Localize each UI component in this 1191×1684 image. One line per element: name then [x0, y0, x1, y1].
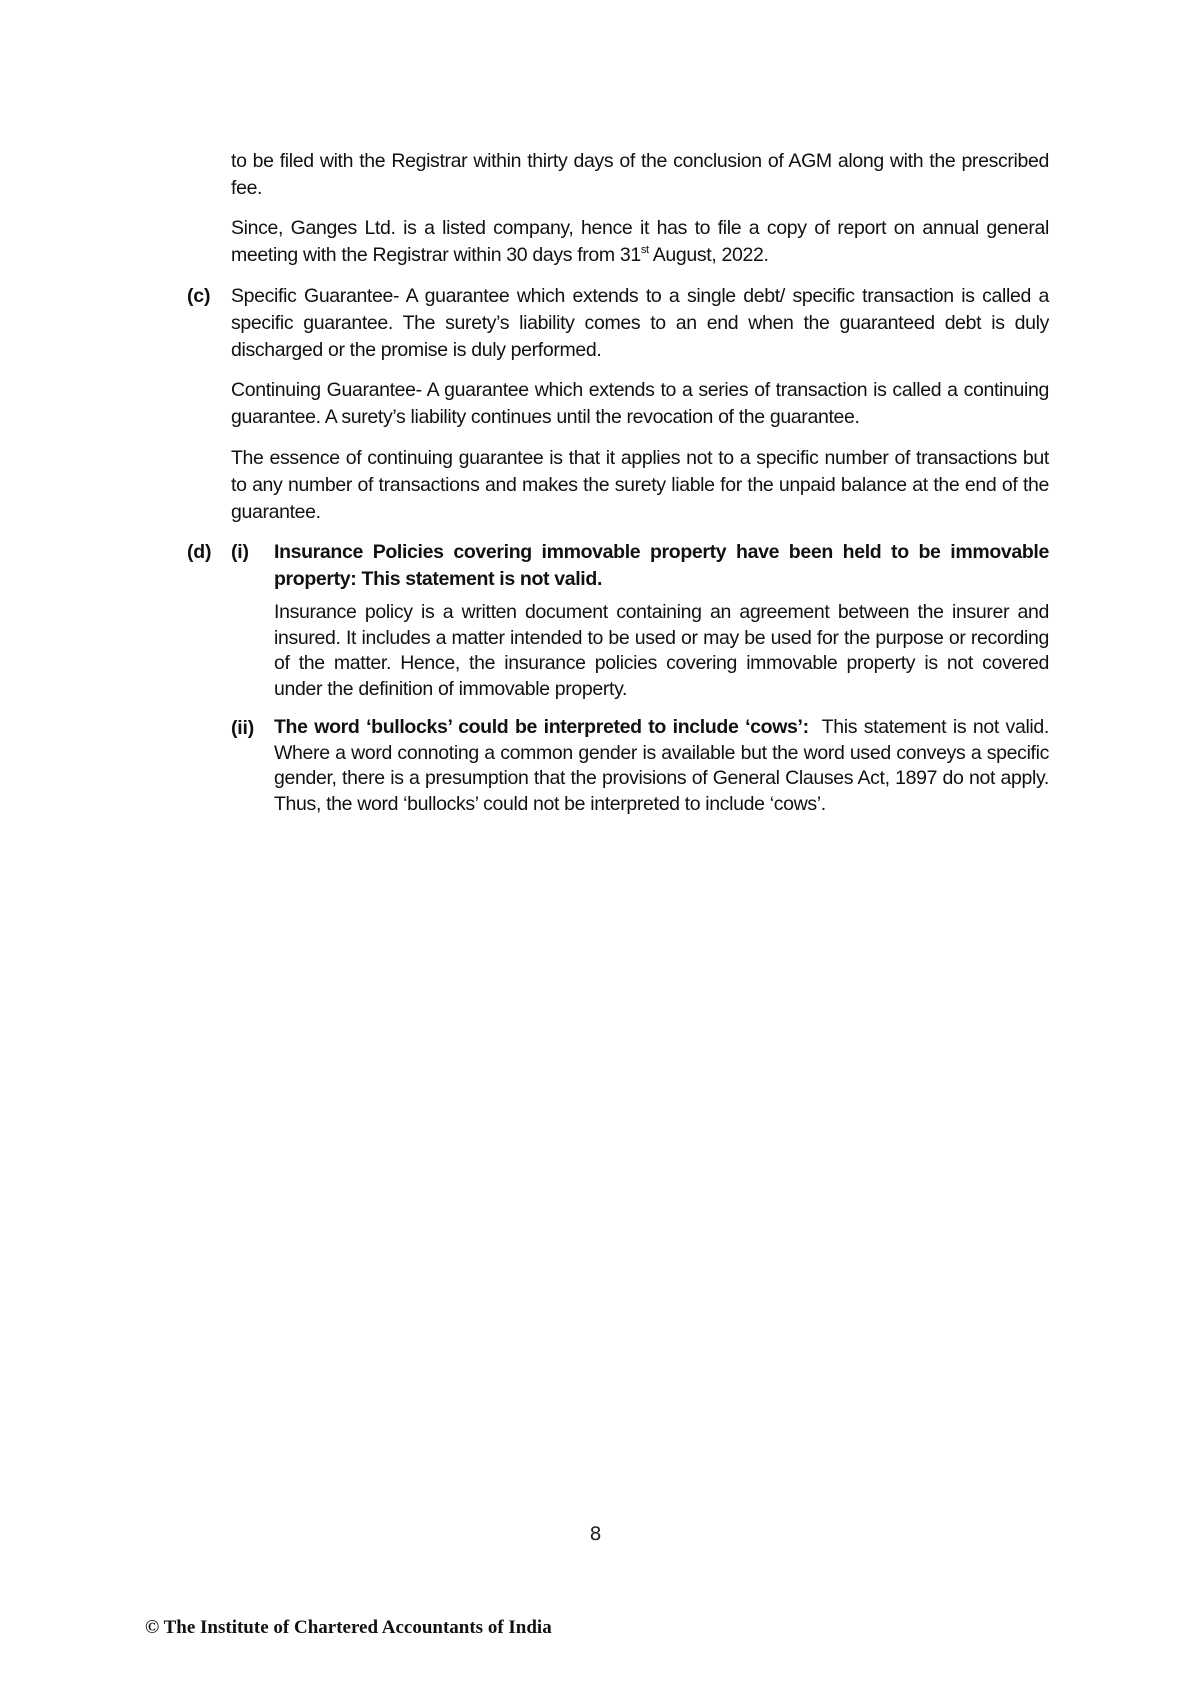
heading-insurance-policies: Insurance Policies covering immovable property have been held to be immovable property: This statement is not valid. — [274, 541, 1049, 590]
label-c: (c) — [187, 285, 211, 307]
text-ganges-before: Since, Ganges Ltd. is a listed company, hence it has to file a copy of report on annual general meeting with the Registrar within 30 days from 31 — [231, 217, 1049, 266]
paragraph-bullocks — [274, 715, 1049, 817]
page-number: 8 — [589, 1523, 602, 1545]
heading-bullocks: The word ‘bullocks’ could be interpreted to include ‘cows’: — [274, 716, 809, 738]
paragraph-essence-guarantee: The essence of continuing guarantee is that it applies not to a specific number of transactions but to any number of transactions and makes the surety liable for the unpaid balance at the end of the guarantee. — [231, 447, 1049, 523]
paragraph-insurance-policy: Insurance policy is a written document containing an agreement between the insurer and insured. It includes a matter intended to be used or may be used for the purpose or recording of the matter. Hence, the insurance policies covering immovable property is not covered under the definition of immovable property. — [274, 601, 1049, 700]
label-d: (d) — [187, 541, 212, 563]
paragraph-continuing-guarantee: Continuing Guarantee- A guarantee which extends to a series of transaction is called a continuing guarantee. A surety’s liability continues until the revocation of the guarantee. — [231, 379, 1049, 428]
text-ganges-after: August, 2022. — [648, 244, 769, 266]
paragraph-ganges-ltd — [231, 215, 1049, 269]
text-ganges-superscript: st — [640, 244, 649, 256]
label-d-ii: (ii) — [231, 717, 255, 739]
paragraph-registrar-filing: to be filed with the Registrar within thirty days of the conclusion of AGM along with the prescribed fee. — [231, 150, 1049, 199]
paragraph-specific-guarantee: Specific Guarantee- A guarantee which extends to a single debt/ specific transaction is called a specific guarantee. The surety’s liability comes to an end when the guaranteed debt is duly discharged or the promise is duly performed. — [231, 285, 1049, 361]
footer-copyright: © The Institute of Chartered Accountants of India — [145, 1617, 552, 1638]
label-d-i: (i) — [231, 541, 249, 563]
text-bullocks-body: This statement is not valid. Where a word connoting a common gender is available but the word used conveys a specific gender, there is a presumption that the provisions of General Clauses Act, 1897 do not apply. Thus, the word ‘bullocks’ could not be interpreted to include ‘cows’. — [274, 716, 1049, 815]
